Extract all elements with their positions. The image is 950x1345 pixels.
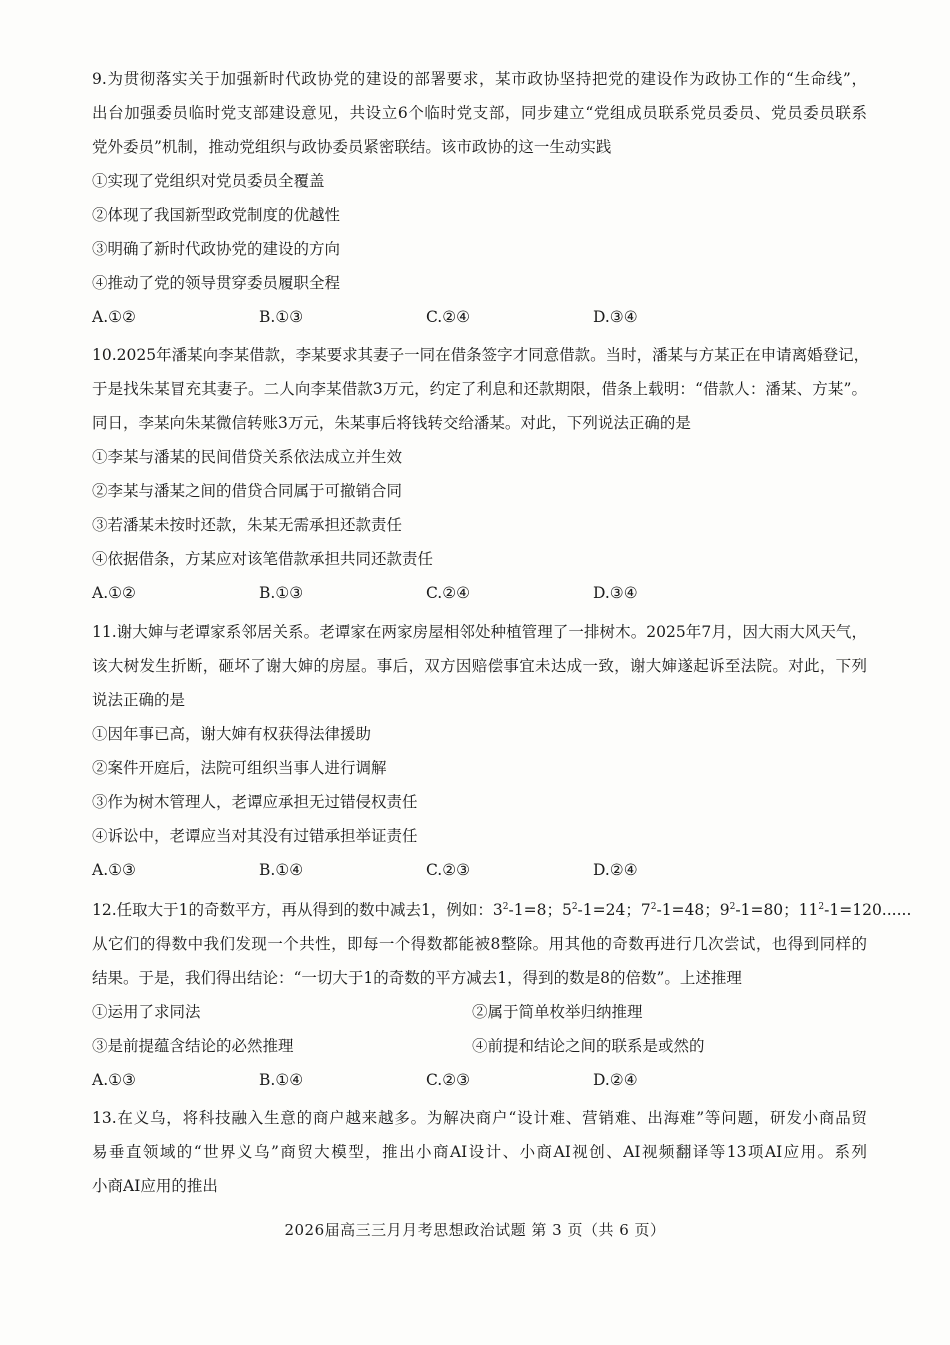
option-a: A.①③ [92,1071,136,1089]
stem-line: 结果。于是，我们得出结论：“一切大于1的奇数的平方减去1，得到的数是8的倍数”。上述推理 [92,969,742,987]
stem-line: 说法正确的是 [92,691,186,709]
option-b: B.①③ [259,308,304,326]
answer-options [92,853,867,887]
stem-line: 同日，李某向朱某微信转账3万元，朱某事后将钱转交给潘某。对此，下列说法正确的是 [92,414,691,432]
example: -1=8；5 [508,901,572,919]
question-9-stem [92,62,867,164]
example: -1=120...... [824,901,912,919]
statement-2: ②李某与潘某之间的借贷合同属于可撤销合同 [92,482,403,500]
statement-2: ②体现了我国新型政党制度的优越性 [92,206,341,224]
option-c: C.②③ [426,861,471,879]
stem-line: 党外委员”机制，推动党组织与政协委员紧密联结。该市政协的这一生动实践 [92,138,612,156]
question-11-stem [92,615,867,717]
stem-line: 13.在义乌，将科技融入生意的商户越来越多。为解决商户“设计难、营销难、出海难”等问题，研发小商品贸 [92,1109,867,1127]
stem-line-examples [92,893,912,927]
exponent: 2 [650,901,657,912]
question-11 [92,615,867,887]
stem-line: 小商AI应用的推出 [92,1177,218,1195]
stem-line: 于是找朱某冒充其妻子。二人向李某借款3万元，约定了利息和还款期限，借条上载明：“借款人：潘某、方某”。 [92,380,867,398]
statement-2: ②案件开庭后，法院可组织当事人进行调解 [92,759,387,777]
example: -1=80；11 [735,901,819,919]
question-13-stem [92,1101,867,1203]
option-a: A.①③ [92,861,136,879]
statement-2: ②属于简单枚举归纳推理 [472,1003,643,1021]
stem-line: 10.2025年潘某向李某借款，李某要求其妻子一同在借条签字才同意借款。当时，潘某与方某正在申请离婚登记， [92,346,870,364]
stem-line: 该大树发生折断，砸坏了谢大婶的房屋。事后，双方因赔偿事宜未达成一致，谢大婶遂起诉至法院。对此，下列 [92,657,867,675]
statement-1: ①李某与潘某的民间借贷关系依法成立并生效 [92,448,403,466]
question-12-stem [92,893,912,995]
stem-line: 从它们的得数中我们发现一个共性，即每一个得数都能被8整除。用其他的奇数再进行几次尝试，也得到同样的 [92,935,867,953]
question-10 [92,338,870,610]
option-c: C.②④ [426,584,471,602]
option-d: D.②④ [593,1071,638,1089]
question-9 [92,62,867,334]
option-b: B.①④ [259,1071,304,1089]
exponent: 2 [729,901,736,912]
statement-row [92,1029,867,1063]
option-b: B.①④ [259,861,304,879]
statement-3: ③若潘某未按时还款，朱某无需承担还款责任 [92,516,403,534]
option-d: D.③④ [593,308,638,326]
option-a: A.①② [92,308,136,326]
page-footer: 2026届高三三月月考思想政治试题 第 3 页（共 6 页） [284,1221,666,1239]
statement-1: ①因年事已高，谢大婶有权获得法律援助 [92,725,372,743]
exponent: 2 [818,901,825,912]
option-d: D.②④ [593,861,638,879]
option-c: C.②④ [426,308,471,326]
statement-3: ③是前提蕴含结论的必然推理 [92,1037,294,1055]
answer-options [92,576,867,610]
statement-4: ④诉讼中，老谭应当对其没有过错承担举证责任 [92,827,418,845]
stem-lead: 12.任取大于1的奇数平方，再从得到的数中减去1，例如： [92,901,493,919]
statement-row [92,995,867,1029]
stem-line: 易垂直领域的“世界义乌”商贸大模型，推出小商AI设计、小商AI视创、AI视频翻译等13项AI应用。系列 [92,1143,867,1161]
example: 3 [492,901,503,919]
statement-1: ①实现了党组织对党员委员全覆盖 [92,172,325,190]
statement-1: ①运用了求同法 [92,1003,201,1021]
option-d: D.③④ [593,584,638,602]
statement-3: ③明确了新时代政协党的建设的方向 [92,240,341,258]
stem-line: 11.谢大婶与老谭家系邻居关系。老谭家在两家房屋相邻处种植管理了一排树木。2025年7月，因大雨大风天气， [92,623,867,641]
question-10-stem [92,338,870,440]
answer-options [92,1063,867,1097]
statement-4: ④依据借条，方某应对该笔借款承担共同还款责任 [92,550,434,568]
example: -1=24；7 [577,901,651,919]
option-a: A.①② [92,584,136,602]
statement-4: ④前提和结论之间的联系是或然的 [472,1037,705,1055]
statement-4: ④推动了党的领导贯穿委员履职全程 [92,274,341,292]
option-c: C.②③ [426,1071,471,1089]
exponent: 2 [502,901,509,912]
stem-line: 出台加强委员临时党支部建设意见，共设立6个临时党支部，同步建立“党组成员联系党员委员、党员委员联系 [92,104,867,122]
exponent: 2 [571,901,578,912]
question-12 [92,893,912,1097]
statement-3: ③作为树木管理人，老谭应承担无过错侵权责任 [92,793,418,811]
option-b: B.①③ [259,584,304,602]
stem-line: 9.为贯彻落实关于加强新时代政协党的建设的部署要求，某市政协坚持把党的建设作为政协工作的“生命线”， [92,70,867,88]
answer-options [92,300,867,334]
question-13 [92,1101,867,1203]
example: -1=48；9 [656,901,730,919]
